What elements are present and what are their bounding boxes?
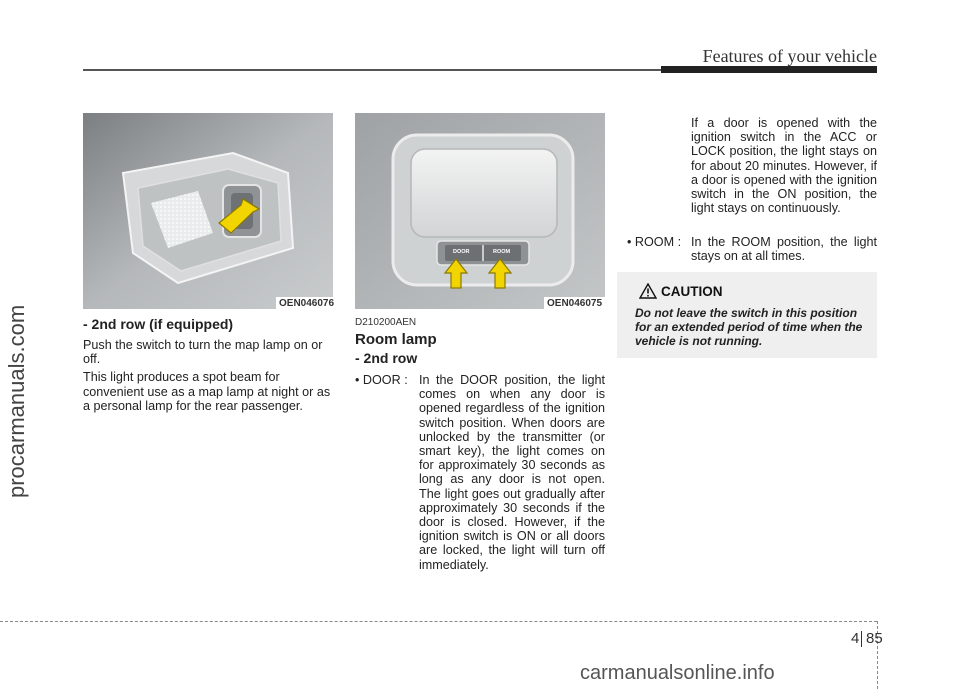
switch-label-room: ROOM (493, 249, 511, 255)
side-watermark: procarmanuals.com (4, 304, 29, 498)
switch-label-door: DOOR (453, 249, 470, 255)
page-number-separator (861, 631, 862, 647)
room-lamp-photo (355, 113, 605, 309)
bullet-door-label: • DOOR : (355, 373, 408, 387)
page-header-title: Features of your vehicle (702, 46, 877, 66)
map-lamp-description (83, 338, 333, 417)
image-label-middle: OEN046075 (544, 297, 605, 310)
bullet-door-text: In the DOOR position, the light comes on when any door is opened regardless of the ignition switch position. When doors are unlocked by the transmitter (or smart key), the light comes on for approximately 30 seconds as long as any door is not open. The light goes out gradually after approximately 30 seconds if the door is closed. However, if the ignition switch is ON or all doors are locked, the light will turn off immediately. (419, 373, 605, 572)
map-lamp-illustration (83, 113, 333, 309)
footer-watermark: carmanualsonline.info (580, 662, 775, 684)
header-bar (661, 66, 877, 73)
bullet-room-label: • ROOM : (627, 235, 682, 249)
map-lamp-photo (83, 113, 333, 309)
page-number: 85 (866, 630, 883, 647)
caution-box (617, 272, 877, 358)
header-rule (83, 69, 661, 71)
paragraph: This light produces a spot beam for convenient use as a map lamp at night or as a personal lamp for the rear passenger. (83, 370, 331, 413)
footer-rule (0, 621, 877, 622)
paragraph: Push the switch to turn the map lamp on or off. (83, 338, 323, 367)
warning-triangle-icon (639, 283, 657, 299)
section-code: D210200AEN (355, 317, 417, 328)
caution-text: Do not leave the switch in this position for an extended period of time when the vehicle is not running. (635, 306, 863, 348)
bullet-room-text: In the ROOM position, the light stays on at all times. (691, 235, 877, 264)
subheading-2nd-row-room: - 2nd row (355, 350, 418, 366)
room-lamp-illustration (355, 113, 605, 309)
subheading-2nd-row-map: - 2nd row (if equipped) (83, 316, 234, 332)
chapter-number: 4 (851, 630, 860, 647)
caution-title: CAUTION (661, 284, 723, 299)
section-heading-room-lamp: Room lamp (355, 331, 437, 348)
image-label-left: OEN046076 (276, 297, 337, 310)
door-continuation-text: If a door is opened with the ignition switch in the ACC or LOCK position, the light stays on for about 20 minutes. However, if a door is opened with the ignition switch in the ON position, the light stays on continuously. (691, 116, 877, 216)
